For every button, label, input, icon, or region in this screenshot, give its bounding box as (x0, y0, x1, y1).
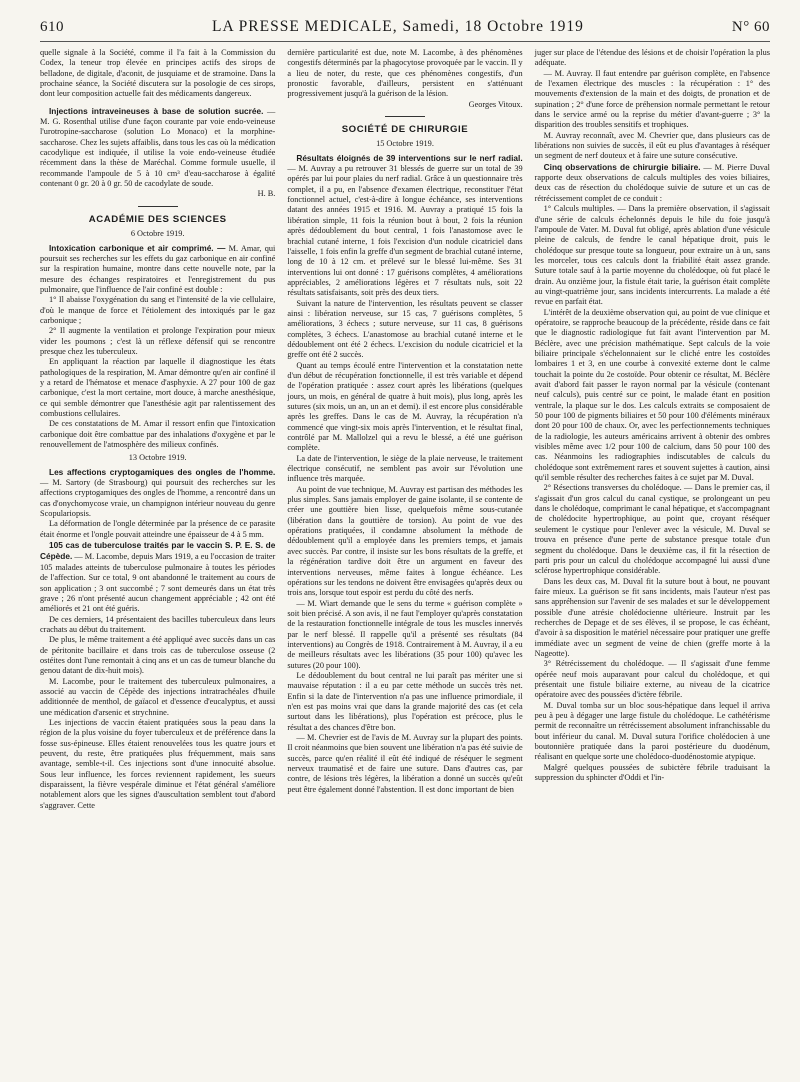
paragraph: M. Auvray reconnaît, avec M. Chevrier que, dans plusieurs cas de libérations non suivies de succès, il eût eu plus d'avantages à réséquer un segment de nerf douteux et à faire une suture consécutive. (534, 130, 770, 161)
paragraph: — M. Auvray. Il faut entendre par guérison complète, en l'absence de l'examen électrique des muscles : la récupération : 1° des mouvements d'extension de la main et des doigts, de pronation et de supination ; 2° d'une force de préhension normale permettant le retour dans le service armé ou la reprise du métier d'avant-guerre ; 3° la disparition des troubles sensitifs et trophiques. (534, 68, 770, 130)
date-heading: 6 Octobre 1919. (130, 229, 185, 239)
paragraph: En appliquant la réaction par laquelle il diagnostique les états pathologiques de la respiration, M. Amar démontre qu'en air confiné il y a retard de l'hématose et menace d'asphyxie. A 27 pour 100 de gaz carbonique, c'est la mort certaine, mort douce, à marche anesthésique, ce qui semble démontrer que l'anesthésie agit par ralentissement des combustions cellulaires. (40, 357, 276, 418)
column-1 (40, 48, 275, 811)
paragraph: De plus, le même traitement a été appliqué avec succès dans un cas de péritonite bacillaire et dans trois cas de tuberculose osseuse (2 ostéites dont l'une remontait à cinq ans et un cas de tumeur blanche du genou datant de dix-huit mois). (40, 635, 276, 676)
paragraph: La date de l'intervention, le siège de la plaie nerveuse, le traitement électrique consécutif, ne semblent pas avoir sur l'évolution une influence très marquée. (287, 453, 523, 484)
date-heading: 13 Octobre 1919. (128, 453, 187, 463)
paragraph: 2° Il augmente la ventilation et prolonge l'expiration pour mieux vider les poumons ; c'est là un réflexe défensif qui se rencontre presque chez les tuberculeux. (40, 326, 276, 356)
journal-title: LA PRESSE MEDICALE, Samedi, 18 Octobre 1919 (211, 18, 584, 35)
paragraph: Le dédoublement du bout central ne lui paraît pas mériter une si mauvaise réputation : il a eu par cette méthode un succès très net. Enfin si la date de l'intervention n'a pas une influence primordiale, il n'en est pas moins vrai que dans la grande majorité des cas (et cela surtout dans les libérations), plus l'opération est précoce, plus le résultat a des chances d'être bon. (287, 670, 523, 732)
column-2 (287, 48, 522, 811)
paragraph: quelle signale à la Société, comme il l'a fait à la Commission du Codex, la teneur trop élevée en principes actifs des sirops de belladone, de digitale, d'aconit, de jusquiame et de stramoine. Dans la prochaine séance, la Société discutera sur la posologie de ces sirops, dont leur composition actuelle fait des médicaments dangereux. (40, 48, 276, 99)
columns (40, 48, 770, 811)
page-header (40, 18, 770, 42)
article-text: — M. Lacombe, depuis Mars 1919, a eu l'occasion de traiter 105 malades atteints de tuberculose pulmonaire à toutes les périodes de l'affection. Sur ce total, 9 ont abandonné le traitement au cours de son application ; 3 ont succombé ; 7 sont demeurés dans un état très grave ; 26 n'ont présenté aucun changement appréciable ; 42 ont été améliorés et 21 ont été guéris. (40, 552, 276, 614)
paragraph: — M. Chevrier est de l'avis de M. Auvray sur la plupart des points. Il croit néanmoins que bien souvent une libération n'a pas été suivie de succès, parce qu'en réalité il eût été indiqué de réséquer le segment nerveux traumatisé et de faire une suture. Dans d'autres cas, par contre, de lésions très légères, la libération a donné un succès qu'eût peut être également donné l'abstention. Il est donc important de bien (287, 733, 523, 794)
signature: Georges Vitoux. (468, 99, 523, 109)
column-3 (535, 48, 770, 811)
section-title: ACADÉMIE DES SCIENCES (88, 213, 227, 225)
divider (138, 206, 178, 207)
paragraph: 3° Rétrécissement du cholédoque. — Il s'agissait d'une femme opérée neuf mois auparavant pour calcul du cholédoque, et qui présentait une fistule biliaire externe, au niveau de la cicatrice opératoire avec des poussées d'ictère fébrile. (534, 659, 770, 700)
paragraph: dernière particularité est due, note M. Lacombe, à des phénomènes congestifs déterminés par la phagocytose provoquée par le vaccin. Il y a lieu de noter, du reste, que ces phénomènes congestifs, d'un pronostic favorable, d'ailleurs, persistent en s'atténuant progressivement jusqu'à la guérison de la lésion. (287, 48, 523, 99)
article-text: — M. Pierre Duval rapporte deux observations de calculs multiples des voies biliaires, deux cas de résection du cholédoque suivie de suture et un cas de rétrécissement complet de ce conduit : (534, 162, 770, 203)
paragraph: 2° Résections transverses du cholédoque. — Dans le premier cas, il s'agissait d'un gros calcul du canal cystique, se prolongeant un peu dans le cholédoque, comprimant le canal hépatique, et s'accompagnant de cholédocite hypertrophique, au point que, croyant réséquer seulement le cystique pour l'enlever avec la vésicule, M. Duval se trouva en présence d'une perte de substance presque totale d'un segment du cholédoque. Dans le deuxième cas, il fit la résection de parti pris pour un calcul du cholédoque accompagné lui aussi d'une sclérose hypertrophique considérable. (534, 483, 770, 576)
article-title: Résultats éloignés de 39 interventions sur le nerf radial. (296, 152, 523, 163)
paragraph: L'intérêt de la deuxième observation qui, au point de vue clinique et opératoire, se rapproche beaucoup de la précédente, réside dans ce fait que le diagnostic radiologique fut fait avant l'intervention par M. Béclère, avec une précision mathématique. Sept calculs de la voie biliaire principale s'échelonnaient sur le cliché entre les costoïdes lombaires 1 et 3, en une courbe à convexité externe dont le calme touchait la pointe du 2e costoïde. Pour obtenir ce résultat, M. Béclère avait d'abord fait passer le rayon normal par la vésicule (contenant neuf calculs), puis centré sur ce point, le malade étant en position ventrale, la plaque sur le dos. Les calculs extraits se composaient de 50 pour 100 de pigments biliaires et 50 pour 100 d'éléments minéraux dont 20 pour 100 de chaux. Or, avec les perfectionnements techniques de la radiologie, les auteurs américains arrivent à obtenir des ombres visibles même avec 1/2 pour 100 de calcium, dans 50 pour 100 des cas. Néanmoins les radiographies indiscutables de calculs du cholédoque sont extrêmement rares et souvent sujettes à caution, ainsi qu'il semble résulter des recherches faites à ce sujet par M. Duval. (534, 307, 770, 483)
paragraph: Les injections de vaccin étaient pratiquées sous la peau dans la région de la plus voisine du foyer tuberculeux et de préférence dans la fosse sus-épineuse. Elles étaient renouvelées tous les quatre jours et peuvent, du reste, être pratiquées plus fréquemment, mais sans avantage, semble-t-il. Ces injections sont d'une innocuité absolue. Sous leur influence, les forces reviennent rapidement, les sueurs disparaissent, la fièvre vespérale diminue et l'état général s'améliore notablement alors que les signes d'auscultation semblent tout d'abord s'aggraver. Cette (40, 717, 276, 810)
article-title: Les affections cryptogamiques des ongles de l'homme. (49, 466, 276, 477)
article-title: Injections intraveineuses à base de solution sucrée. (49, 105, 264, 116)
paragraph: Malgré quelques poussées de subictère fébrile traduisant la suppression du sphincter d'Oddi et l'in- (534, 762, 770, 783)
paragraph: La déformation de l'ongle déterminée par la présence de ce parasite était énorme et l'ongle pouvait atteindre une épaisseur de 4 à 5 mm. (40, 519, 276, 539)
page-number: 610 (40, 19, 64, 35)
article-title: 105 cas de tuberculose traités par le vaccin S. P. E. S. de Cépède. (40, 540, 276, 562)
paragraph: Suivant la nature de l'intervention, les résultats peuvent se classer ainsi : libération nerveuse, sur 15 cas, 7 guérisons complètes, 5 améliorations, 3 échecs ; suture nerveuse, sur 11 cas, 8 guérisons complètes, 3 échecs. L'anastomose au brachial cutané interne et le dédoublement ont été 2 échecs. L'excision du nodule cicatriciel et la greffe ont été 2 succès. (287, 298, 523, 360)
paragraph: 1° Calculs multiples. — Dans la première observation, il s'agissait d'une série de calculs échelonnés depuis le hile du foie jusqu'à l'ampoule de Vater. M. Duval fut obligé, après ablation d'une vésicule pleine de calculs, de fendre le canal hépatique droit, puis le cholédoque sur presque toute sa longueur, pour extraire un à un, sans les morceler, tous ces calculs dont la friabilité était assez grande. Suture totale sauf à la partie moyenne du cholédoque, où fut placé le drain. Au onzième jour, la fistule était tarie, la guérison était complète au vingt-quatrième jour, sans incidents intercurrents. La malade a été revue en parfait état. (534, 204, 770, 307)
article-text: M. Amar, qui poursuit ses recherches sur les effets du gaz carbonique en air confiné sur la respiration humaine, montre dans cette nouvelle note, par la mesure des échanges respiratoires et l'enregistrement du pus pulmonaire, que l'influence de l'air confiné est double : (40, 243, 276, 294)
paragraph: De ces constatations de M. Amar il ressort enfin que l'intoxication carbonique doit être combattue par des inhalations d'oxygène et par le renouvellement de l'atmosphère des milieux confinés. (40, 419, 276, 450)
article-text: — M. G. Rosenthal utilise d'une façon courante par voie endo-veineuse l'urotropine-saccharose (solution Lo Monaco) et la morphine-saccharose. Chez les sujets affaiblis, dans tous les cas où la médication cacodylique est indiquée, il utilise la voie endo-veineuse étudiée récemment dans la thèse de Maréchal. Comme formule usuelle, il recommande l'ampoule de 5 à 10 cm³ d'eau-saccharose à égalité contenant 0 gr. 20 à 0 gr. 50 de cacodylate de soude. (40, 106, 276, 189)
paragraph: M. Duval tomba sur un bloc sous-hépatique dans lequel il arriva peu à peu à dégager une large fistule du cholédoque. Le cathétérisme permit de reconnaître un rétrécissement absolument infranchissable du bout inférieur du canal. M. Duval sutura l'orifice cholédocien à une boutonnière pratiquée dans la paroi postérieure du duodénum, réalisant en quelque sorte une cholédoco-duodénostomie atypique. (534, 700, 770, 762)
issue-number: N° 60 (731, 19, 770, 35)
date-heading: 15 Octobre 1919. (376, 139, 434, 149)
divider (385, 116, 425, 117)
article-text: — M. Sartory (de Strasbourg) qui poursuit des recherches sur les affections cryptogamiques des ongles de l'homme, a rencontré dans un cas d'onychomycose vraie, un champignon intérieur nouveau du genre Scopulariopsis. (40, 478, 276, 519)
paragraph: M. Lacombe, pour le traitement des tuberculeux pulmonaires, a associé au vaccin de Cépède des injections intratrachéales d'huile additionnée de menthol, de gaïacol et d'essence d'eucalyptus, et aussi une médication d'arsenic et strychnine. (40, 676, 276, 717)
article-title: Intoxication carbonique et air comprimé. — (49, 242, 226, 253)
paragraph: Au point de vue technique, M. Auvray est partisan des méthodes les plus simples. Sans jamais employer de gaine isolante, il se contente de créer une gouttière bien lisse, quelquefois même sous-cutanée (libération dans la gouttière de torsion). Au point de vue des opérations pratiquées, il condamne absolument la méthode de dédoublement qu'il a employée dans les premiers temps, et jamais avec succès. Par contre, il insiste sur les bons résultats de la greffe, et la régénération tardive doit être un argument en faveur des interventions nerveuses, même faites à longue échéance. Les opérations sur les tendons ne doivent être envisagées qu'après deux ou trois ans, lorsque tout espoir est perdu du côté des nerfs. (287, 484, 523, 598)
paragraph: — M. Wiart demande que le sens du terme « guérison complète » soit bien précisé. A son avis, il ne faut l'employer qu'après constatation de la restauration fonctionnelle intégrale de tous les muscles innervés par le nerf blessé. Il rappelle qu'il a présenté ses résultats (84 interventions) au Congrès de 1918. Contrairement à M. Auvray, il a eu de meilleurs résultats avec les libérations (35 pour 100) qu'avec les sutures (20 pour 100). (287, 598, 523, 670)
article-text: — M. Auvray a pu retrouver 31 blessés de guerre sur un total de 39 opérés par lui pour plaies du nerf radial. Grâce à un questionnaire très complet, il a pu, en l'absence d'examen électrique, reconstituer l'état fonctionnel actuel, c'est-à-dire à longue échéance, ses interventions datant des années 1915 et 1916. M. Auvray a pratiqué 15 fois la libération simple, 11 fois la réunion bout à bout, 2 fois la réunion après dédoublement du bout central, 1 fois l'anastomose avec le brachial cutané interne, 1 fois l'excision d'un nodule cicatriciel dans l'aisselle, 1 fois enfin la greffe d'un segment de brachial cutané interne, long de 10 à 12 cm. et prélevé sur le blessé lui-même. Ses 31 interventions lui ont donné : 17 guérisons complètes, 4 améliorations appréciables, 2 améliorations légères et 7 résultats nuls, soit 22 résultats satisfaisants, soit près des deux tiers. (287, 164, 523, 298)
paragraph: De ces derniers, 14 présentaient des bacilles tuberculeux dans leurs crachats au début du traitement. (40, 614, 276, 634)
article-title: Cinq observations de chirurgie biliaire. (543, 161, 701, 172)
paragraph: juger sur place de l'étendue des lésions et de choisir l'opération la plus adéquate. (534, 48, 770, 68)
paragraph: Dans les deux cas, M. Duval fit la suture bout à bout, ne pouvant faire mieux. La guérison se fit sans incidents, mais l'auteur n'est pas sans appréhension sur l'avenir de ses malades et sur le développement possible d'une atrésie cholédocienne ultérieure. Instruit par les recherches de Depage et de ses élèves, il se propose, le cas échéant, d'avoir à sa disposition le matériel nécessaire pour pratiquer une greffe immédiate avec un segment de veine de chien (greffe morte à la Nageotte). (534, 576, 770, 658)
paragraph: Quant au temps écoulé entre l'intervention et la constatation nette d'un début de récupération fonctionnelle, il est très variable et dépend de l'opération pratiquée : assez court après les libérations (quelques jours, un mois, en général de quatre à huit mois), plus long, après les sutures (six mois, un an, un an et demi). il est encore plus considérable après les greffes. Dans le cas de M. Auvray, la récupération n'a commencé que vingt-six mois après l'intervention, et le résultat final, contrôlé par M. Mallolzel qui a revu le blessé, a été une guérison complète. (287, 360, 523, 453)
paragraph: 1° Il abaisse l'oxygénation du sang et l'intensité de la vie cellulaire, d'où le manque de force et l'étiolement des intoxiqués par le gaz carbonique ; (40, 295, 276, 325)
signature: H. B. (257, 189, 276, 199)
section-title: SOCIÉTÉ DE CHIRURGIE (341, 124, 469, 136)
